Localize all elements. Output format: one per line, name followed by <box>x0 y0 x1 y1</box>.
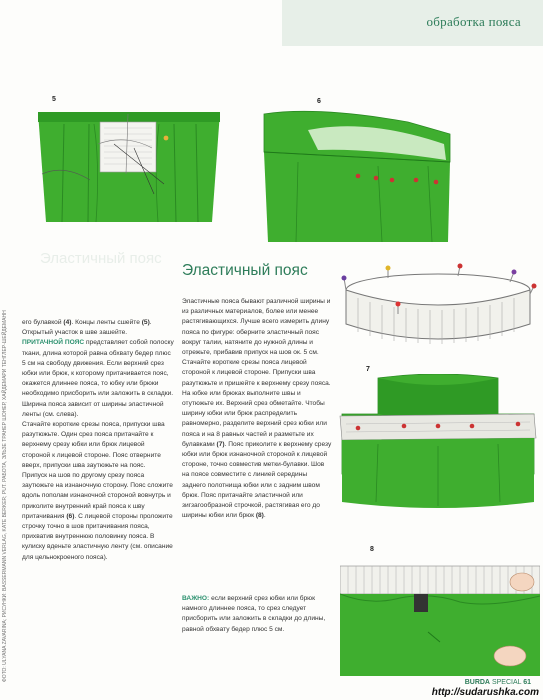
site-watermark: http://sudarushka.com <box>431 687 539 698</box>
left-paragraph-4: Припуск на шов по другому срезу пояса заутюжьте на изнаночную сторону. Пояс сложите вдоль пополам изнаночной стороной вовнутрь и приколите внутренний край пояса к шву притачивания (6). С лицевой стороны проложите строчку точно в шов притачивания пояса, прихватив внутреннюю половинку пояса. В кулиску вденьте эластичную ленту (см. описание для цельнокроеного пояса). <box>22 472 173 561</box>
faded-watermark-title: Эластичный пояс <box>40 250 162 267</box>
left-paragraph-1: его булавкой (4). Концы ленты сшейте (5). Открытый участок в шве зашейте. <box>22 319 152 337</box>
right-paragraph-1: Эластичные пояса бывают различной ширины и из различных материалов, более или менее растягивающихся. Лучше всего измерить длину пояса по фигуре: оберните эластичный пояс вокруг талии, натяните до нужной длины и отрежьте, прибавив припуск на шов ок. 5 см. <box>182 298 331 357</box>
right-paragraph-2: Стачайте короткие срезы пояса лицевой стороной к лицевой стороне. Припуски шва разутюжьте и пришейте к верхнему срезу пояса. На юбке или брюках выполните швы и отутюжьте их. Верхний срез обметайте. Чтобы ширину юбки или брюк распределить равномерно, разделите верхний срез юбки или пояса и на 8 равных частей и разметьте их булавками (7). Пояс приколите к верхнему срезу юбки или брюк изнаночной стороной к лицевой стороне, точно совместив метки-булавки. Шов на поясе совместите с линией середины заднего полотнища юбки или с задним швом брюк. Пояс притачайте эластичной или зигзагообразной строчкой, растягивая его до ширины юбки или брюк (8). <box>182 359 332 520</box>
figure-7-illustration <box>338 374 538 510</box>
figure-6-number: 6 <box>317 98 321 105</box>
figure-5-number: 5 <box>52 96 56 103</box>
page-footer: BURDA SPECIAL 61 <box>464 679 531 686</box>
left-paragraph-2: ПРИТАЧНОЙ ПОЯС представляет собой полоску ткани, длина которой равна обхвату бедер плюс 5 см на свободу движения. Если верхний срез юбки или брюк, к которому притачивается пояс, окажется длиннее пояса, то юбку или брюки необходимо присборить или заложить в складки. Ширина пояса зависит от ширины эластичной ленты (см. слева). <box>22 339 174 418</box>
left-paragraph-3: Стачайте короткие срезы пояса, припуски шва разутюжьте. Один срез пояса притачайте к верхнему срезу юбки или брюк лицевой стороной к лицевой стороне. Пояс отверните вверх, припуски шва заутюжьте на пояс. <box>22 421 165 469</box>
figure-8-illustration <box>340 552 540 676</box>
figure-7-number: 7 <box>366 366 370 373</box>
figure-8-number: 8 <box>370 546 374 553</box>
important-note: ВАЖНО: если верхний срез юбки или брюк намного длиннее пояса, то срез следует присборить или заложить в складки до длины, равной обхвату бедер плюс 5 см. <box>182 595 326 633</box>
note-label: ВАЖНО: <box>182 595 210 602</box>
elastic-ring-illustration <box>338 262 538 362</box>
left-column <box>22 318 174 563</box>
figure-6-illustration <box>258 104 458 244</box>
elastic-waistband-title: Эластичный пояс <box>182 262 308 279</box>
section-title: обработка пояса <box>426 14 521 29</box>
side-credit: ФОТО: ULYANA ZAVARINA; РИСУНКИ: BASSERMANN VERLAG, KATE BERKER; PUT. РАБОТА, ЭЛЬЗЕ ТРАНЕР ШОНЕР, ХАЙДЕМАРИ ТЕНГЛЕР-ШЕЙДЕМАНН <box>2 310 8 682</box>
waistband-heading: ПРИТАЧНОЙ ПОЯС <box>22 339 85 347</box>
right-column <box>182 297 332 521</box>
figure-5-illustration <box>34 104 224 244</box>
